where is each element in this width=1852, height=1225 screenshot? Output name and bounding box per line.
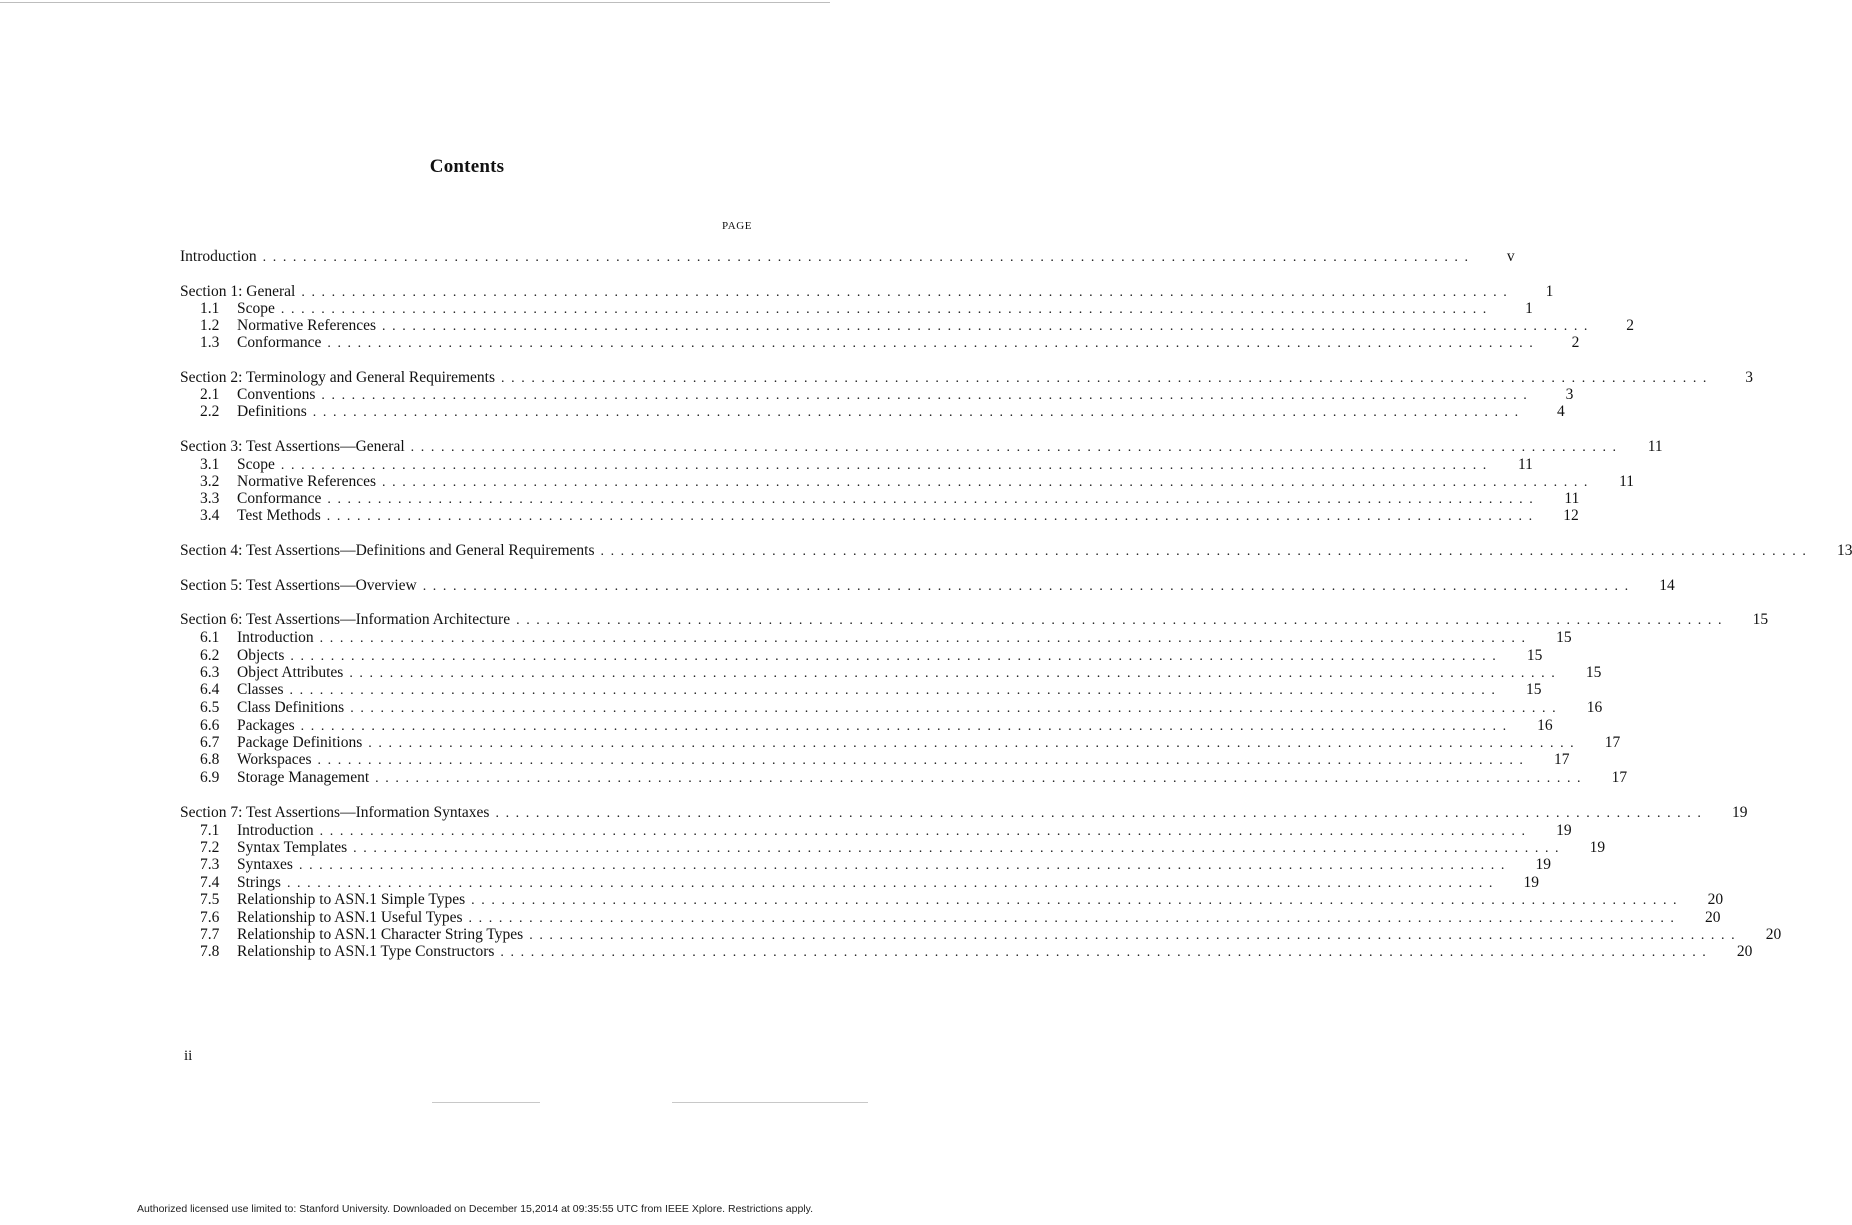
toc-subentry [200, 334, 1580, 352]
toc-entry-label: Conformance [237, 334, 322, 351]
top-rule [0, 2, 830, 3]
dot-leader: ........................................................................................................................ [501, 371, 1714, 386]
toc-entry-number: 2.1 [200, 386, 220, 403]
toc-subentry [200, 822, 1572, 840]
toc-entry-label: Relationship to ASN.1 Character String Types [237, 926, 524, 943]
toc-entry [180, 438, 1663, 456]
toc-entry-label: Relationship to ASN.1 Useful Types [237, 909, 463, 926]
toc-entry-page: 15 [1526, 681, 1542, 698]
toc-entry-number: 6.8 [200, 751, 220, 768]
toc-entry-label: Introduction [180, 248, 257, 265]
toc-entry-label: Packages [237, 717, 295, 734]
dot-leader: ........................................................................................................................ [301, 285, 1514, 300]
toc-entry-number: 3.1 [200, 456, 220, 473]
toc-entry-label: Section 6: Test Assertions—Information Architecture [180, 611, 511, 628]
toc-entry-label: Syntax Templates [237, 839, 348, 856]
dot-leader: ........................................................................................................................ [317, 753, 1530, 768]
toc-entry-page: 20 [1765, 926, 1782, 943]
dot-leader: ........................................................................................................................ [353, 841, 1566, 856]
toc-entry-page: 12 [1563, 507, 1579, 524]
dot-leader: ........................................................................................................................ [262, 250, 1475, 265]
scan-mark [432, 1102, 540, 1103]
toc-subentry [200, 317, 1635, 335]
dot-leader: ........................................................................................................................ [422, 579, 1635, 594]
toc-entry-number: 6.3 [200, 664, 220, 681]
dot-leader: ........................................................................................................................ [280, 302, 1493, 317]
toc-entry-number: 6.6 [200, 717, 220, 734]
toc-entry-label: Relationship to ASN.1 Type Constructors [237, 943, 495, 960]
dot-leader: ........................................................................................................................ [495, 806, 1708, 821]
toc-entry-number: 7.3 [200, 856, 220, 873]
toc-entry-label: Normative References [237, 317, 377, 334]
toc-entry [180, 577, 1675, 595]
toc-entry-number: 7.7 [200, 926, 220, 943]
toc-entry-number: 1.1 [200, 300, 220, 317]
toc-entry-label: Scope [237, 456, 275, 473]
toc-entry-label: Section 7: Test Assertions—Information Syntaxes [180, 804, 490, 821]
toc-entry-page: 15 [1526, 647, 1543, 664]
dot-leader: ........................................................................................................................ [289, 683, 1502, 698]
toc-entry-label: Workspaces [237, 751, 312, 768]
toc-entry-page: 3 [1565, 386, 1574, 403]
toc-entry-label: Objects [237, 647, 285, 664]
toc-subentry [200, 734, 1621, 752]
dot-leader: ........................................................................................................................ [516, 613, 1729, 628]
dot-leader: ........................................................................................................................ [375, 771, 1588, 786]
toc-entry [180, 283, 1554, 301]
dot-leader: ........................................................................................................................ [471, 893, 1684, 908]
dot-leader: ........................................................................................................................ [327, 336, 1540, 351]
toc-subentry [200, 473, 1635, 491]
toc-entry-label: Package Definitions [237, 734, 363, 751]
dot-leader: ........................................................................................................................ [350, 701, 1563, 716]
toc-subentry [200, 943, 1753, 961]
toc-entry-number: 3.4 [200, 507, 220, 524]
toc-entry-label: Section 4: Test Assertions—Definitions and General Requirements [180, 542, 595, 559]
toc-entry-page: 20 [1736, 943, 1753, 960]
toc-subentry [200, 456, 1533, 474]
toc-subentry [200, 664, 1602, 682]
toc-entry-page: 16 [1586, 699, 1603, 716]
toc-subentry [200, 647, 1543, 665]
dot-leader: ........................................................................................................................ [382, 319, 1595, 334]
toc-entry-label: Conformance [237, 490, 322, 507]
dot-leader: ........................................................................................................................ [382, 475, 1595, 490]
toc-subentry [200, 769, 1628, 787]
toc-entry-page: 16 [1537, 717, 1553, 734]
toc-entry-number: 1.3 [200, 334, 220, 351]
page-title: Contents [429, 156, 505, 177]
toc-entry-page: 3 [1745, 369, 1754, 386]
dot-leader: ........................................................................................................................ [298, 858, 1511, 873]
page-column-header: PAGE [722, 220, 753, 232]
toc-entry-page: 1 [1525, 300, 1533, 317]
toc-entry-label: Strings [237, 874, 281, 891]
dot-leader: ........................................................................................................................ [326, 509, 1539, 524]
toc-entry-label: Test Methods [237, 507, 321, 524]
toc-subentry [200, 751, 1570, 769]
license-footer: Authorized licensed use limited to: Stanford University. Downloaded on December 15,2014 at 09:35:55 UTC from IEEE Xplore. Restrictions apply. [136, 1203, 814, 1215]
toc-entry-label: Object Attributes [237, 664, 344, 681]
toc-entry-page: 19 [1731, 804, 1748, 821]
toc-entry-page: 11 [1619, 473, 1635, 490]
toc-entry-number: 6.2 [200, 647, 220, 664]
toc-entry-page: 15 [1556, 629, 1572, 646]
toc-entry-page: 2 [1626, 317, 1635, 334]
toc-entry-number: 7.4 [200, 874, 220, 891]
dot-leader: ........................................................................................................................ [349, 666, 1562, 681]
toc-entry-page: 13 [1836, 542, 1852, 559]
toc-entry-page: 19 [1523, 874, 1539, 891]
toc-entry-page: 17 [1611, 769, 1628, 786]
toc-entry-page: 19 [1556, 822, 1572, 839]
toc-entry-page: 19 [1535, 856, 1551, 873]
toc-entry-label: Section 5: Test Assertions—Overview [180, 577, 417, 594]
toc-subentry [200, 629, 1572, 647]
dot-leader: ........................................................................................................................ [410, 440, 1623, 455]
toc-entry-number: 7.5 [200, 891, 220, 908]
toc-entry-number: 6.7 [200, 734, 220, 751]
toc-subentry [200, 300, 1533, 318]
dot-leader: ........................................................................................................................ [319, 824, 1532, 839]
toc-subentry [200, 926, 1782, 944]
toc-entry-number: 7.8 [200, 943, 220, 960]
toc-entry-page: 14 [1659, 577, 1675, 594]
toc-subentry [200, 699, 1603, 717]
dot-leader: ........................................................................................................................ [300, 719, 1513, 734]
dot-leader: ........................................................................................................................ [312, 405, 1525, 420]
scan-mark [672, 1102, 868, 1103]
toc-entry-page: 1 [1545, 283, 1554, 300]
toc-subentry [200, 717, 1553, 735]
toc-entry-label: Syntaxes [237, 856, 293, 873]
dot-leader: ........................................................................................................................ [500, 945, 1713, 960]
toc-entry-label: Introduction [237, 822, 314, 839]
toc-subentry [200, 909, 1721, 927]
toc-entry-page: 17 [1604, 734, 1621, 751]
toc-entry-page: 17 [1554, 751, 1570, 768]
toc-subentry [200, 874, 1539, 892]
toc-entry-page: 15 [1585, 664, 1602, 681]
dot-leader: ........................................................................................................................ [600, 544, 1813, 559]
dot-leader: ........................................................................................................................ [321, 388, 1534, 403]
toc-entry-label: Scope [237, 300, 275, 317]
toc-entry-label: Section 2: Terminology and General Requirements [180, 369, 496, 386]
toc-entry-label: Classes [237, 681, 284, 698]
dot-leader: ........................................................................................................................ [529, 928, 1742, 943]
toc-entry-label: Conventions [237, 386, 316, 403]
toc-entry-label: Normative References [237, 473, 377, 490]
toc-entry-page: 15 [1752, 611, 1769, 628]
toc-entry-page: 11 [1564, 490, 1580, 507]
toc-entry-page: 20 [1707, 891, 1724, 908]
toc-entry-label: Section 3: Test Assertions—General [180, 438, 405, 455]
dot-leader: ........................................................................................................................ [280, 458, 1493, 473]
dot-leader: ........................................................................................................................ [286, 876, 1499, 891]
dot-leader: ........................................................................................................................ [319, 631, 1532, 646]
toc-entry [180, 369, 1754, 387]
toc-entry-page: 2 [1571, 334, 1580, 351]
toc-subentry [200, 386, 1574, 404]
toc-entry-number: 2.2 [200, 403, 220, 420]
toc-entry-number: 7.6 [200, 909, 220, 926]
toc-entry-number: 6.9 [200, 769, 220, 786]
toc-entry-label: Relationship to ASN.1 Simple Types [237, 891, 466, 908]
toc-entry-number: 6.5 [200, 699, 220, 716]
dot-leader: ........................................................................................................................ [327, 492, 1540, 507]
toc-entry-label: Definitions [237, 403, 307, 420]
dot-leader: ........................................................................................................................ [290, 649, 1503, 664]
toc-subentry [200, 856, 1551, 874]
toc-entry-label: Storage Management [237, 769, 370, 786]
toc-subentry [200, 403, 1565, 421]
dot-leader: ........................................................................................................................ [468, 911, 1681, 926]
toc-entry-number: 3.3 [200, 490, 220, 507]
page-folio: ii [184, 1048, 193, 1064]
toc-entry-page: 11 [1647, 438, 1663, 455]
toc-entry [180, 542, 1852, 560]
toc-subentry [200, 507, 1579, 525]
toc-entry-label: Section 1: General [180, 283, 296, 300]
toc-entry-number: 1.2 [200, 317, 220, 334]
toc-entry-page: 20 [1705, 909, 1721, 926]
toc-entry-page: 4 [1557, 403, 1565, 420]
toc-entry-label: Introduction [237, 629, 314, 646]
toc-subentry [200, 839, 1606, 857]
toc-subentry [200, 891, 1724, 909]
toc-subentry [200, 681, 1542, 699]
toc-entry-page: v [1506, 248, 1515, 265]
toc-entry [180, 248, 1515, 266]
dot-leader: ........................................................................................................................ [368, 736, 1581, 751]
toc-entry [180, 611, 1769, 629]
toc-entry-page: 11 [1517, 456, 1533, 473]
toc-subentry [200, 490, 1580, 508]
toc-entry-number: 7.2 [200, 839, 220, 856]
toc-entry-number: 6.4 [200, 681, 220, 698]
toc-entry-label: Class Definitions [237, 699, 345, 716]
toc-entry-number: 3.2 [200, 473, 220, 490]
toc-entry-page: 19 [1589, 839, 1606, 856]
toc-entry-number: 7.1 [200, 822, 220, 839]
toc-entry-number: 6.1 [200, 629, 220, 646]
toc-entry [180, 804, 1748, 822]
